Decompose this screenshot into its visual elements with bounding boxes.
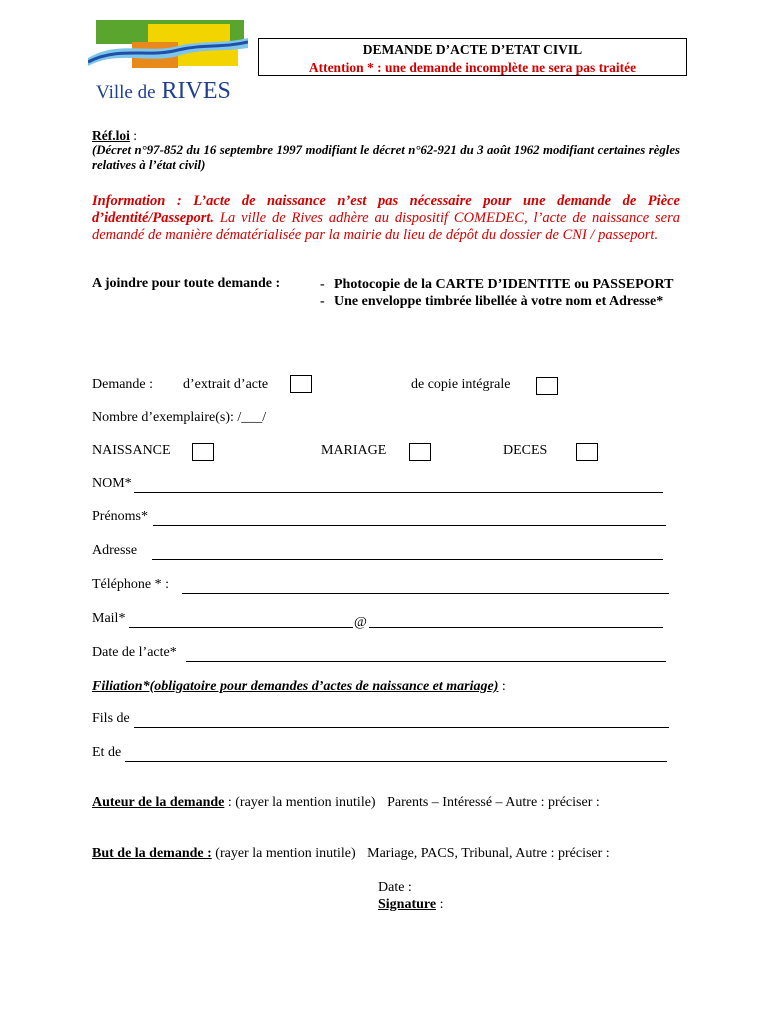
copie-integrale-checkbox[interactable] [536, 377, 558, 395]
fils-de-field[interactable] [92, 711, 677, 731]
document-item: - Une enveloppe timbrée libellée à votre nom et Adresse* [320, 294, 664, 309]
exemplaires-field[interactable]: Nombre d’exemplaire(s): /___/ [92, 410, 267, 425]
auteur-label: Auteur de la demande [92, 795, 225, 810]
adresse-line [152, 559, 663, 560]
mail-domain-line [369, 627, 663, 628]
fils-de-line [134, 727, 669, 728]
adresse-field[interactable] [92, 543, 677, 563]
prenoms-field[interactable] [92, 509, 677, 529]
documents-required-list [320, 276, 680, 310]
telephone-field[interactable] [92, 577, 677, 597]
mail-field[interactable] [92, 611, 677, 631]
document-item: - Photocopie de la CARTE D’IDENTITE ou PASSEPORT [320, 277, 674, 292]
information-detail: La ville de Rives adhère au dispositif COMEDEC, l’acte de naissance sera demandé de manière dématérialisée par la mairie du lieu de dépôt du dossier de CNI / passeport. [92, 210, 680, 243]
et-de-field[interactable] [92, 745, 677, 765]
documents-required-label: A joindre pour toute demande : [92, 276, 281, 291]
town-name-text: RIVES [161, 78, 231, 104]
reference-label: Réf.loi [92, 128, 130, 143]
date-field[interactable]: Date : [378, 880, 412, 895]
extrait-acte-checkbox[interactable] [290, 375, 312, 393]
naissance-label: NAISSANCE [92, 443, 171, 458]
fils-de-label: Fils de [92, 711, 130, 726]
legal-reference [92, 128, 680, 173]
but-instruction: (rayer la mention inutile) [211, 846, 356, 861]
telephone-label: Téléphone * : [92, 577, 169, 592]
adresse-label: Adresse [92, 543, 138, 558]
incomplete-warning: Attention * : une demande incomplète ne sera pas traitée [308, 60, 637, 75]
mariage-checkbox[interactable] [409, 443, 431, 461]
document-item-text: Une enveloppe timbrée libellée à votre nom et Adresse* [334, 294, 664, 309]
date-acte-label: Date de l’acte* [92, 645, 177, 660]
copie-integrale-label: de copie intégrale [411, 377, 511, 392]
telephone-line [182, 593, 669, 594]
town-name [96, 78, 231, 105]
document-item-text: Photocopie de la CARTE D’IDENTITE ou PASSEPORT [334, 277, 674, 292]
prenoms-label: Prénoms* [92, 509, 148, 524]
et-de-label: Et de [92, 745, 122, 760]
date-acte-line [186, 661, 666, 662]
mariage-label: MARIAGE [321, 443, 387, 458]
auteur-demande [92, 795, 600, 811]
deces-checkbox[interactable] [576, 443, 598, 461]
signature-field[interactable] [378, 897, 443, 913]
information-notice [92, 193, 680, 244]
extrait-acte-label: d’extrait d’acte [183, 377, 269, 392]
deces-label: DECES [503, 443, 548, 458]
auteur-options[interactable]: Parents – Intéressé – Autre : préciser : [387, 795, 600, 810]
filiation-heading [92, 679, 506, 695]
reference-colon: : [129, 128, 138, 143]
auteur-instruction: : (rayer la mention inutile) [224, 795, 376, 810]
date-acte-field[interactable] [92, 645, 677, 665]
at-sign: @ [354, 615, 367, 630]
nom-label: NOM* [92, 476, 132, 491]
mail-user-line [129, 627, 353, 628]
prenoms-line [153, 525, 666, 526]
filiation-title: Filiation*(obligatoire pour demandes d’actes de naissance et mariage) [92, 679, 499, 694]
form-header [258, 38, 687, 76]
information-bold: Information : L’acte de naissance n’est pas nécessaire pour une demande de Pièce d’identité/Passeport. [92, 193, 680, 226]
filiation-colon: : [498, 679, 506, 694]
signature-label: Signature [378, 897, 437, 912]
but-demande [92, 846, 610, 862]
et-de-line [125, 761, 667, 762]
nom-line [134, 492, 663, 493]
demande-label: Demande : [92, 377, 154, 392]
nom-field[interactable] [92, 476, 677, 496]
mail-label: Mail* [92, 611, 126, 626]
form-title: DEMANDE D’ACTE D’ETAT CIVIL [362, 42, 583, 57]
but-label: But de la demande : [92, 846, 212, 861]
town-prefix: Ville de [96, 82, 156, 103]
but-options[interactable]: Mariage, PACS, Tribunal, Autre : préciser : [367, 846, 610, 861]
decret-text: (Décret n°97-852 du 16 septembre 1997 modifiant le décret n°62-921 du 3 août 1962 modifiant certaines règles relatives à l’état civil) [92, 143, 680, 172]
naissance-checkbox[interactable] [192, 443, 214, 461]
signature-colon: : [436, 897, 444, 912]
